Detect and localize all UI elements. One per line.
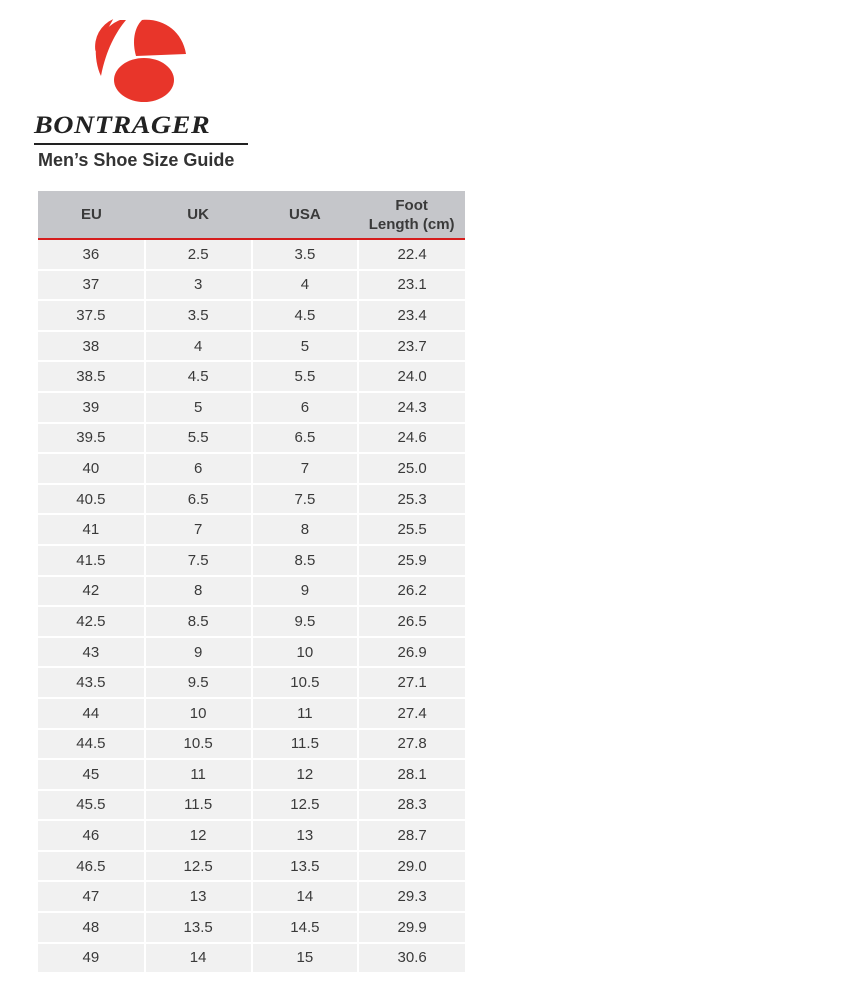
header-eu: EU <box>38 191 145 239</box>
cell-foot-length: 27.8 <box>358 729 465 760</box>
cell-foot-length: 26.9 <box>358 637 465 668</box>
table-row <box>38 759 465 790</box>
cell-foot-length: 29.0 <box>358 851 465 882</box>
cell-eu: 47 <box>38 881 145 912</box>
cell-uk: 10 <box>145 698 252 729</box>
cell-usa: 8 <box>252 514 359 545</box>
cell-usa: 6 <box>252 392 359 423</box>
cell-uk: 7 <box>145 514 252 545</box>
header-foot-length <box>358 191 465 239</box>
table-row <box>38 576 465 607</box>
cell-foot-length: 25.9 <box>358 545 465 576</box>
cell-usa: 9.5 <box>252 606 359 637</box>
table-row <box>38 300 465 331</box>
cell-eu: 38 <box>38 331 145 362</box>
brand-wordmark: BONTRAGER <box>34 112 211 139</box>
cell-uk: 12 <box>145 820 252 851</box>
cell-usa: 15 <box>252 943 359 973</box>
table-row <box>38 239 465 270</box>
cell-foot-length: 25.5 <box>358 514 465 545</box>
cell-eu: 44 <box>38 698 145 729</box>
cell-usa: 5.5 <box>252 361 359 392</box>
cell-eu: 41.5 <box>38 545 145 576</box>
cell-uk: 11 <box>145 759 252 790</box>
cell-eu: 40 <box>38 453 145 484</box>
cell-foot-length: 23.4 <box>358 300 465 331</box>
cell-uk: 3.5 <box>145 300 252 331</box>
cell-uk: 4.5 <box>145 361 252 392</box>
cell-uk: 6 <box>145 453 252 484</box>
cell-foot-length: 25.0 <box>358 453 465 484</box>
cell-eu: 37.5 <box>38 300 145 331</box>
cell-uk: 7.5 <box>145 545 252 576</box>
table-row <box>38 851 465 882</box>
cell-uk: 9 <box>145 637 252 668</box>
size-rows <box>38 239 465 972</box>
cell-eu: 37 <box>38 270 145 301</box>
cell-uk: 14 <box>145 943 252 973</box>
cell-usa: 7.5 <box>252 484 359 515</box>
cell-foot-length: 27.4 <box>358 698 465 729</box>
table-row <box>38 606 465 637</box>
cell-usa: 8.5 <box>252 545 359 576</box>
cell-usa: 14 <box>252 881 359 912</box>
cell-eu: 43 <box>38 637 145 668</box>
cell-uk: 9.5 <box>145 667 252 698</box>
cell-foot-length: 24.3 <box>358 392 465 423</box>
cell-usa: 7 <box>252 453 359 484</box>
table-row <box>38 423 465 454</box>
cell-eu: 39 <box>38 392 145 423</box>
cell-uk: 8.5 <box>145 606 252 637</box>
table-row <box>38 361 465 392</box>
cell-usa: 9 <box>252 576 359 607</box>
bontrager-b-icon <box>92 16 188 102</box>
cell-eu: 42.5 <box>38 606 145 637</box>
cell-uk: 13.5 <box>145 912 252 943</box>
cell-usa: 5 <box>252 331 359 362</box>
cell-uk: 12.5 <box>145 851 252 882</box>
cell-foot-length: 23.1 <box>358 270 465 301</box>
cell-uk: 10.5 <box>145 729 252 760</box>
cell-foot-length: 30.6 <box>358 943 465 973</box>
cell-foot-length: 24.6 <box>358 423 465 454</box>
cell-usa: 10 <box>252 637 359 668</box>
table-row <box>38 912 465 943</box>
cell-usa: 12 <box>252 759 359 790</box>
cell-eu: 48 <box>38 912 145 943</box>
cell-uk: 4 <box>145 331 252 362</box>
table-row <box>38 667 465 698</box>
cell-uk: 5.5 <box>145 423 252 454</box>
size-table <box>38 191 465 972</box>
table-row <box>38 820 465 851</box>
cell-foot-length: 24.0 <box>358 361 465 392</box>
cell-usa: 11 <box>252 698 359 729</box>
table-row <box>38 331 465 362</box>
cell-foot-length: 23.7 <box>358 331 465 362</box>
cell-foot-length: 26.2 <box>358 576 465 607</box>
cell-uk: 3 <box>145 270 252 301</box>
cell-uk: 5 <box>145 392 252 423</box>
table-row <box>38 881 465 912</box>
cell-eu: 41 <box>38 514 145 545</box>
cell-eu: 49 <box>38 943 145 973</box>
cell-eu: 43.5 <box>38 667 145 698</box>
header-foot-line2: Length (cm) <box>368 215 455 233</box>
cell-foot-length: 28.3 <box>358 790 465 821</box>
brand-underline <box>34 143 248 145</box>
cell-uk: 8 <box>145 576 252 607</box>
table-row <box>38 484 465 515</box>
cell-foot-length: 28.7 <box>358 820 465 851</box>
cell-uk: 6.5 <box>145 484 252 515</box>
cell-usa: 11.5 <box>252 729 359 760</box>
cell-usa: 14.5 <box>252 912 359 943</box>
cell-foot-length: 28.1 <box>358 759 465 790</box>
cell-eu: 44.5 <box>38 729 145 760</box>
cell-eu: 39.5 <box>38 423 145 454</box>
cell-uk: 13 <box>145 881 252 912</box>
cell-usa: 6.5 <box>252 423 359 454</box>
cell-usa: 12.5 <box>252 790 359 821</box>
cell-eu: 36 <box>38 239 145 270</box>
cell-eu: 45 <box>38 759 145 790</box>
cell-eu: 46 <box>38 820 145 851</box>
cell-usa: 13 <box>252 820 359 851</box>
header-foot-line1: Foot <box>395 196 428 214</box>
cell-usa: 13.5 <box>252 851 359 882</box>
table-row <box>38 514 465 545</box>
table-row <box>38 637 465 668</box>
cell-usa: 10.5 <box>252 667 359 698</box>
cell-foot-length: 22.4 <box>358 239 465 270</box>
cell-foot-length: 26.5 <box>358 606 465 637</box>
table-row <box>38 698 465 729</box>
cell-foot-length: 25.3 <box>358 484 465 515</box>
table-row <box>38 392 465 423</box>
header-row <box>38 191 465 239</box>
header-uk: UK <box>145 191 252 239</box>
table-row <box>38 943 465 973</box>
cell-eu: 42 <box>38 576 145 607</box>
table-row <box>38 453 465 484</box>
cell-usa: 4 <box>252 270 359 301</box>
cell-eu: 46.5 <box>38 851 145 882</box>
cell-foot-length: 29.9 <box>358 912 465 943</box>
cell-eu: 40.5 <box>38 484 145 515</box>
table-row <box>38 729 465 760</box>
page-title: Men’s Shoe Size Guide <box>38 150 235 170</box>
table-row <box>38 545 465 576</box>
cell-uk: 11.5 <box>145 790 252 821</box>
cell-usa: 4.5 <box>252 300 359 331</box>
cell-eu: 38.5 <box>38 361 145 392</box>
cell-usa: 3.5 <box>252 239 359 270</box>
cell-eu: 45.5 <box>38 790 145 821</box>
cell-foot-length: 27.1 <box>358 667 465 698</box>
header-usa: USA <box>252 191 359 239</box>
cell-uk: 2.5 <box>145 239 252 270</box>
table-row <box>38 270 465 301</box>
bontrager-logo <box>30 12 260 140</box>
table-row <box>38 790 465 821</box>
cell-foot-length: 29.3 <box>358 881 465 912</box>
